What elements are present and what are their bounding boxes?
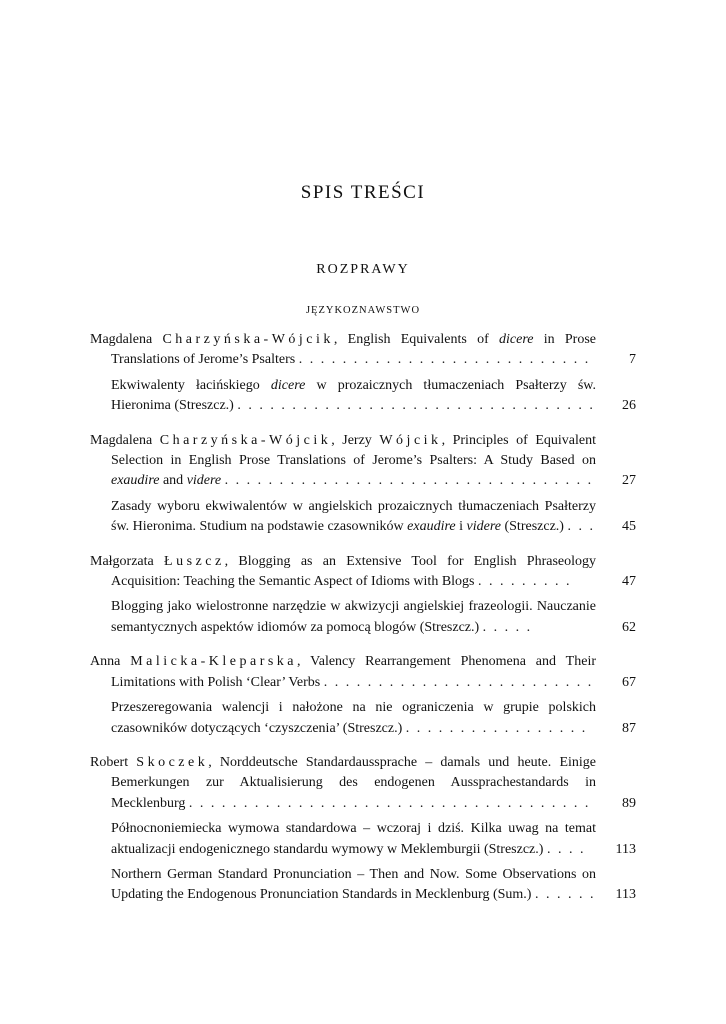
page-number: 89 <box>622 795 636 811</box>
leader-dots: . . . . <box>546 841 586 857</box>
entry-title: , Principles of Equivalent Selection in English Prose Translations of Jerome’s Psalters: A Study Based on <box>111 432 596 469</box>
entry-title: Przeszeregowania walencji i nałożone na nie ograniczenia w grupie polskich czasowników dotyczących ‘czyszczenia’ (Streszcz.) <box>111 700 596 736</box>
page-number: 45 <box>622 519 636 535</box>
entry-title-italic: dicere <box>499 332 534 347</box>
toc-entry-summary <box>90 865 636 906</box>
entry-title-italic: exaudire <box>407 519 456 535</box>
leader-dots: . . . . . . <box>534 887 596 903</box>
entry-title: Ekwiwalenty łacińskiego <box>111 377 271 393</box>
entry-title: , Norddeutsche Standardaussprache – damals und heute. Einige Bemerkungen zur Aktualisierung des endogenen Aussprachestandards in Mecklenburg <box>111 754 596 811</box>
entry-title: Northern German Standard Pronunciation – Then and Now. Some Observations on Updating the Endogenous Pronunciation Standards in Mecklenburg (Sum.) <box>111 866 596 903</box>
page-number: 113 <box>615 887 636 903</box>
page-number: 62 <box>622 619 636 635</box>
toc-entry <box>90 753 636 814</box>
entry-title-italic: videre <box>186 473 222 489</box>
entry-title: Blogging jako wielostronne narzędzie w akwizycji angielskiej frazeologii. Nauczanie semantycznych aspektów idiomów za pomocą blogów (Streszcz.) <box>111 599 596 635</box>
author-first-name: Małgorzata <box>90 553 165 569</box>
entry-title-italic: videre <box>466 519 501 535</box>
leader-dots: . . . <box>567 519 595 535</box>
page-title: SPIS TREŚCI <box>300 182 426 203</box>
toc-entry <box>90 330 636 371</box>
toc-entry-summary <box>90 376 636 417</box>
entry-title: Północnoniemiecka wymowa standardowa – wczoraj i dziś. Kilka uwag na temat aktualizacji endogenicznego standardu wymowy w Meklemburgii (Streszcz.) <box>111 821 596 857</box>
author-first-name: Magdalena <box>90 432 160 448</box>
entry-title: i <box>455 519 467 535</box>
page-number: 87 <box>622 720 636 736</box>
entry-title: and <box>159 473 187 489</box>
author-surname: Charzyńska-Wójcik <box>159 432 332 448</box>
page-number: 7 <box>629 352 636 368</box>
toc-entry-summary <box>90 497 636 538</box>
author-first-name: Robert <box>90 754 137 770</box>
page-number: 47 <box>622 574 636 590</box>
leader-dots: . . . . . . . . . . . . . . . . . . . . . . . . . . . . . . . . . . . . . <box>188 795 591 811</box>
entry-title: w prozaicznych tłumaczeniach Psałterzy św. Hieronima (Streszcz.) <box>111 377 596 414</box>
section-heading: ROZPRAWY <box>316 262 410 277</box>
entry-title: (Streszcz.) <box>500 519 564 535</box>
toc-entry <box>90 431 636 492</box>
entry-title: Zasady wyboru ekwiwalentów w angielskich prozaicznych tłumaczeniach Psałterzy św. Hieronima. Studium na podstawie czasowników <box>111 498 596 535</box>
author-first-name: Anna <box>90 654 131 670</box>
entry-title: , Valency Rearrangement Phenomena and Their Limitations with Polish ‘Clear’ Verbs <box>111 654 596 690</box>
author-separator: , Jerzy <box>331 432 380 448</box>
toc-entry <box>90 652 636 693</box>
page-number: 27 <box>622 473 636 489</box>
page-number: 26 <box>622 398 636 414</box>
page-number: 113 <box>615 841 636 857</box>
leader-dots: . . . . . <box>482 619 533 635</box>
leader-dots: . . . . . . . . . . . . . . . . . . . . . . . . . . . . . . . . . . <box>224 473 594 489</box>
entry-title-italic: dicere <box>270 377 306 393</box>
author-surname: Skoczek <box>136 754 209 770</box>
entry-title: , Blogging as an Extensive Tool for English Phraseology Acquisition: Teaching the Semantic Aspect of Idioms with Blogs <box>111 553 596 590</box>
subsection-heading: JĘZYKOZNAWSTWO <box>305 305 421 316</box>
page-number: 67 <box>622 674 636 690</box>
entry-title-italic: exaudire <box>111 473 160 489</box>
author-first-name: Magdalena <box>90 332 163 347</box>
author-surname: Łuszcz <box>164 553 225 569</box>
entry-title: in Prose Translations of Jerome’s Psalters <box>111 332 596 368</box>
leader-dots: . . . . . . . . . . . . . . . . . <box>405 720 588 736</box>
leader-dots: . . . . . . . . . <box>478 574 572 590</box>
leader-dots: . . . . . . . . . . . . . . . . . . . . . . . . . <box>323 674 594 690</box>
author-surname: Charzyńska-Wójcik <box>162 332 334 347</box>
toc-entry-summary <box>90 819 636 860</box>
toc-entry-summary <box>90 597 636 638</box>
author-surname: Malicka-Kleparska <box>130 654 298 670</box>
table-of-contents <box>90 330 636 906</box>
toc-entry-summary <box>90 698 636 739</box>
author-surname: Wójcik <box>379 432 442 448</box>
entry-title: , English Equivalents of <box>333 332 499 347</box>
toc-entry <box>90 552 636 593</box>
leader-dots: . . . . . . . . . . . . . . . . . . . . . . . . . . . <box>298 352 591 368</box>
leader-dots: . . . . . . . . . . . . . . . . . . . . . . . . . . . . . . . . . <box>237 398 595 414</box>
